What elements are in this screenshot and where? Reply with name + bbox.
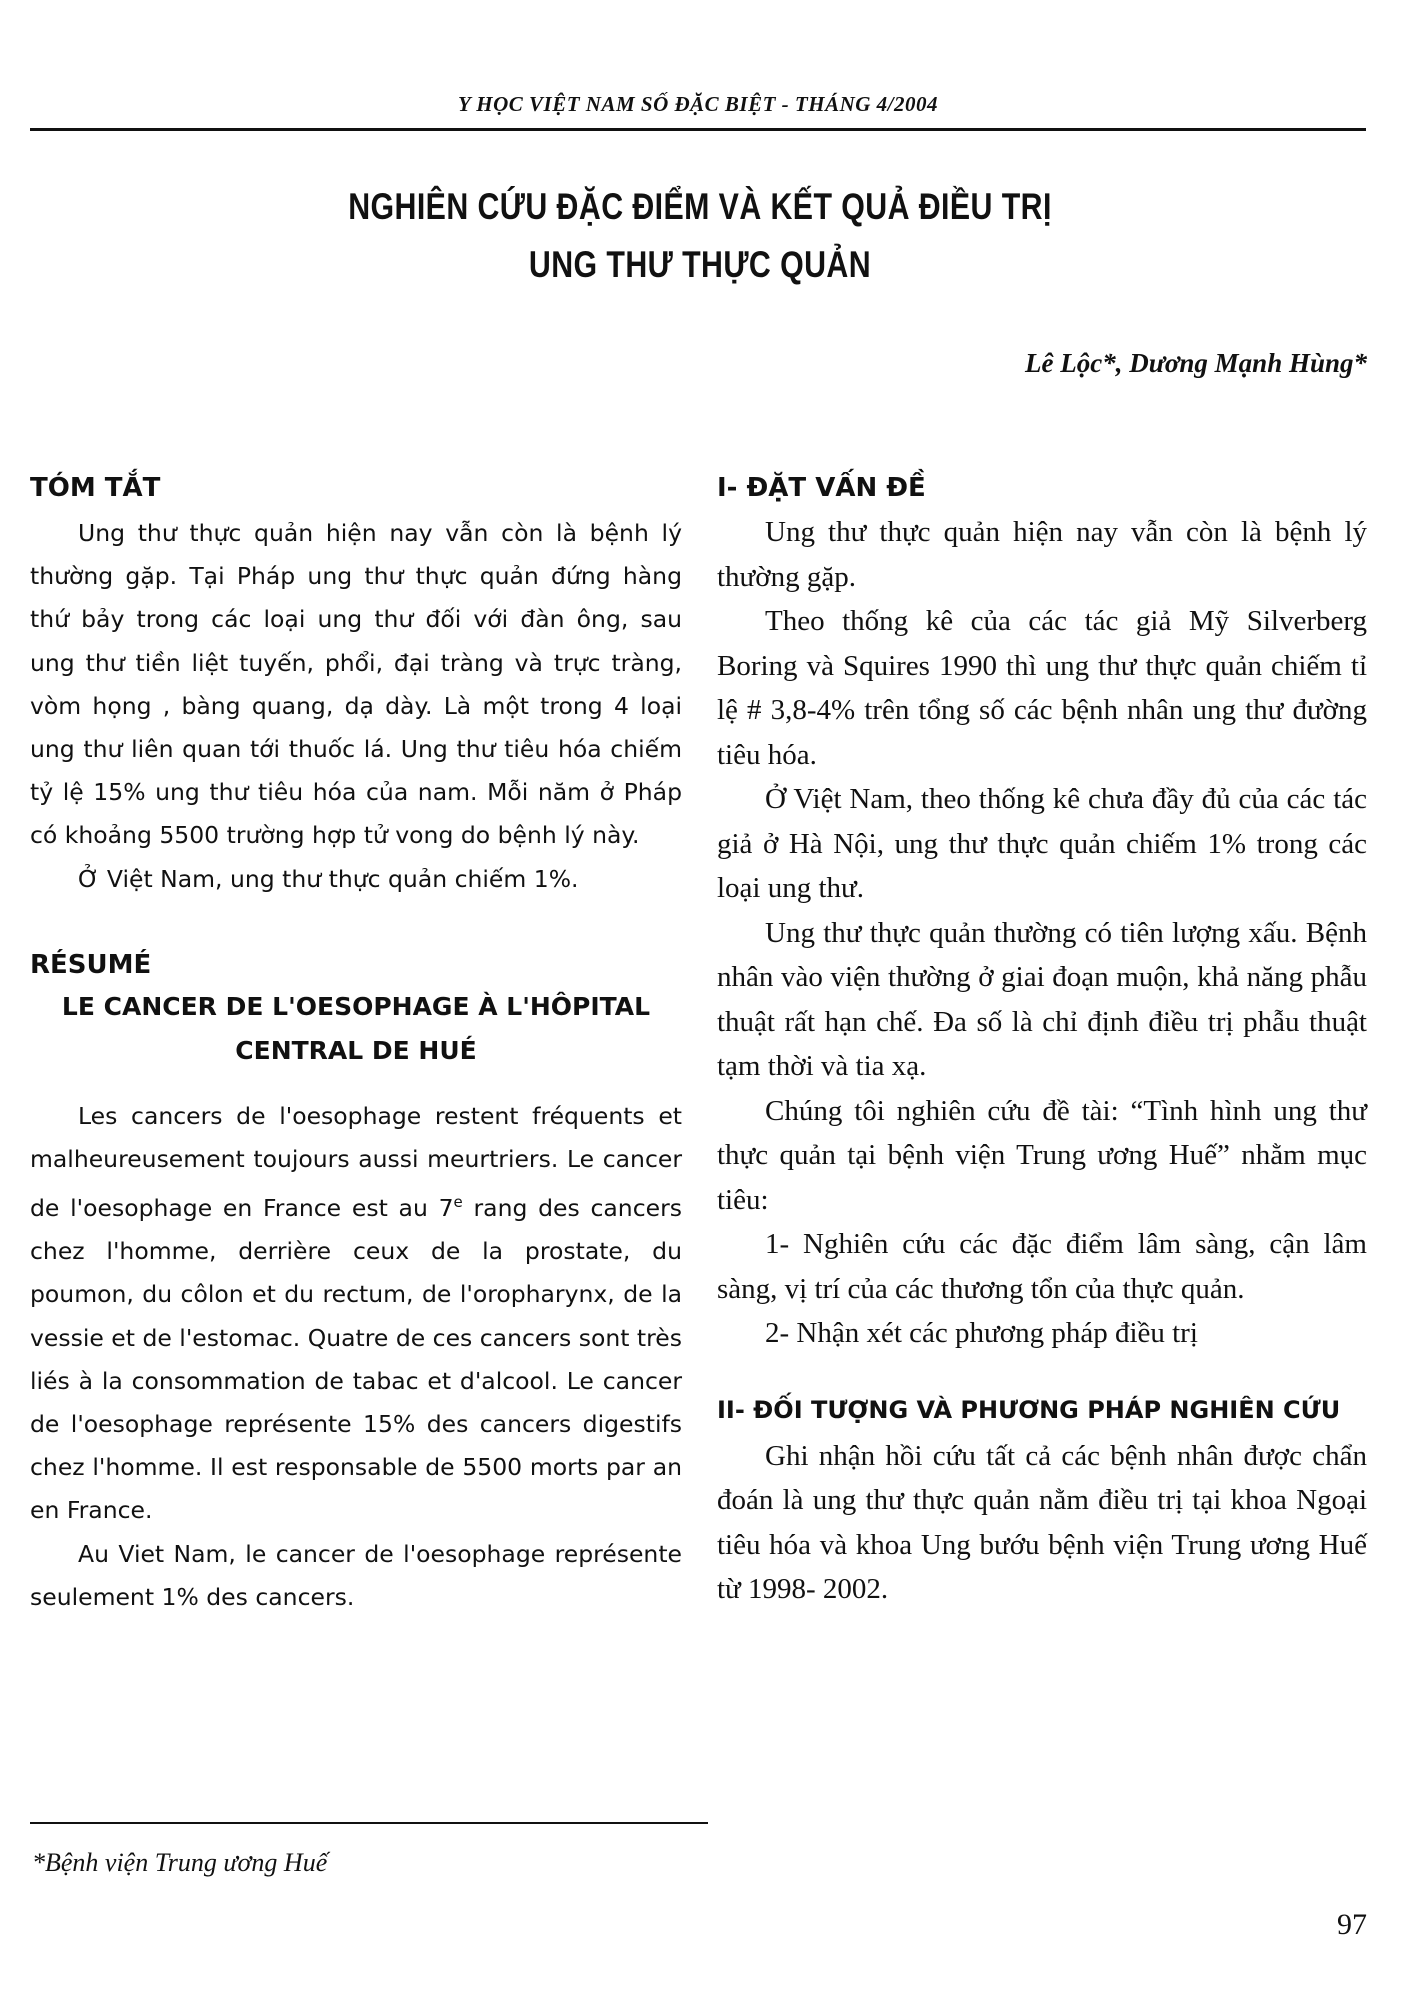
resume-subtitle-line-2: CENTRAL DE HUÉ — [235, 1035, 477, 1065]
title-line-2: UNG THƯ THỰC QUẢN — [528, 244, 872, 285]
objective-item: 2- Nhận xét các phương pháp điều trị — [765, 1317, 1198, 1349]
right-column — [717, 468, 1367, 1612]
body-paragraph: Ghi nhận hồi cứu tất cả các bệnh nhân được chẩn đoán là ung thư thực quản nằm điều trị tại khoa Ngoại tiêu hóa và khoa Ung bướu bệnh viện Trung ương Huế từ 1998- 2002. — [717, 1439, 1367, 1605]
summary-paragraph: Ung thư thực quản hiện nay vẫn còn là bệnh lý thường gặp. Tại Pháp ung thư thực quản đứng hàng thứ bảy trong các loại ung thư đối với đàn ông, sau ung thư tiền liệt tuyến, phổi, đại tràng và trực tràng, vòm họng , bàng quang, dạ dày. Là một trong 4 loại ung thư liên quan tới thuốc lá. Ung thư tiêu hóa chiếm tỷ lệ 15% ung thư tiêu hóa của nam. Mỗi năm ở Pháp có khoảng 5500 trường hợp tử vong do bệnh lý này. — [30, 519, 682, 850]
section-1-heading: I- ĐẶT VẤN ĐỀ — [717, 473, 926, 503]
section-2-heading: II- ĐỐI TƯỢNG VÀ PHƯƠNG PHÁP NGHIÊN CỨU — [717, 1395, 1341, 1424]
page-number: 97 — [1337, 1908, 1367, 1941]
section-1-body — [717, 510, 1367, 1356]
body-paragraph: Ung thư thực quản thường có tiên lượng xấu. Bệnh nhân vào viện thường ở giai đoạn muộn, khả năng phẫu thuật rất hạn chế. Đa số là chỉ định điều trị phẫu thuật tạm thời và tia xạ. — [717, 916, 1367, 1082]
running-header: Y HỌC VIỆT NAM SỐ ĐẶC BIỆT - THÁNG 4/2004 — [457, 92, 939, 116]
resume-subtitle-line-1: LE CANCER DE L'OESOPHAGE À L'HÔPITAL — [61, 991, 651, 1021]
title-line-1: NGHIÊN CỨU ĐẶC ĐIỂM VÀ KẾT QUẢ ĐIỀU TRỊ — [348, 186, 1052, 227]
resume-text: Les cancers de l'oesophage restent fréquents et malheureusement toujours aussi meurtriers. Le cancer de l'oesophage en France est au 7 — [30, 1101, 682, 1223]
body-paragraph: Ở Việt Nam, theo thống kê chưa đầy đủ của các tác giả ở Hà Nội, ung thư thực quản chiếm 1% trong các loại ung thư. — [717, 783, 1367, 904]
summary-body — [30, 512, 682, 901]
footnote-rule — [30, 1822, 708, 1824]
authors: Lê Lộc*, Dương Mạnh Hùng* — [1025, 348, 1367, 378]
resume-text: rang des cancers chez l'homme, derrière ceux de la prostate, du poumon, du côlon et du rectum, de l'oropharynx, de la vessie et de l'estomac. Quatre de ces cancers sont très liés à la consommation de tabac et d'alcool. Le cancer de l'oesophage représente 15% des cancers digestifs chez l'homme. Il est responsable de 5500 morts par an en France. — [30, 1194, 682, 1525]
section-2-body — [717, 1434, 1367, 1612]
superscript: e — [453, 1193, 463, 1212]
body-paragraph: Chúng tôi nghiên cứu đề tài: “Tình hình ung thư thực quản tại bệnh viện Trung ương Huế” nhằm mục tiêu: — [717, 1094, 1367, 1216]
summary-heading: TÓM TẮT — [30, 473, 161, 503]
header-rule — [30, 128, 1366, 131]
footnote: *Bệnh viện Trung ương Huế — [32, 1848, 328, 1877]
resume-paragraph: Au Viet Nam, le cancer de l'oesophage représente seulement 1% des cancers. — [30, 1539, 682, 1611]
body-paragraph: Ung thư thực quản hiện nay vẫn còn là bệnh lý thường gặp. — [717, 516, 1367, 593]
left-column — [30, 468, 682, 1619]
summary-paragraph: Ở Việt Nam, ung thư thực quản chiếm 1%. — [78, 864, 579, 893]
resume-body — [30, 1095, 682, 1619]
resume-heading: RÉSUMÉ — [30, 949, 152, 980]
resume-paragraph — [30, 1095, 682, 1533]
body-paragraph: Theo thống kê của các tác giả Mỹ Silverberg Boring và Squires 1990 thì ung thư thực quản chiếm tỉ lệ # 3,8-4% trên tổng số các bệnh nhân ung thư đường tiêu hóa. — [717, 605, 1367, 771]
article-title — [290, 178, 1110, 294]
objective-item: 1- Nghiên cứu các đặc điểm lâm sàng, cận lâm sàng, vị trí của các thương tổn của thực quản. — [717, 1228, 1367, 1305]
